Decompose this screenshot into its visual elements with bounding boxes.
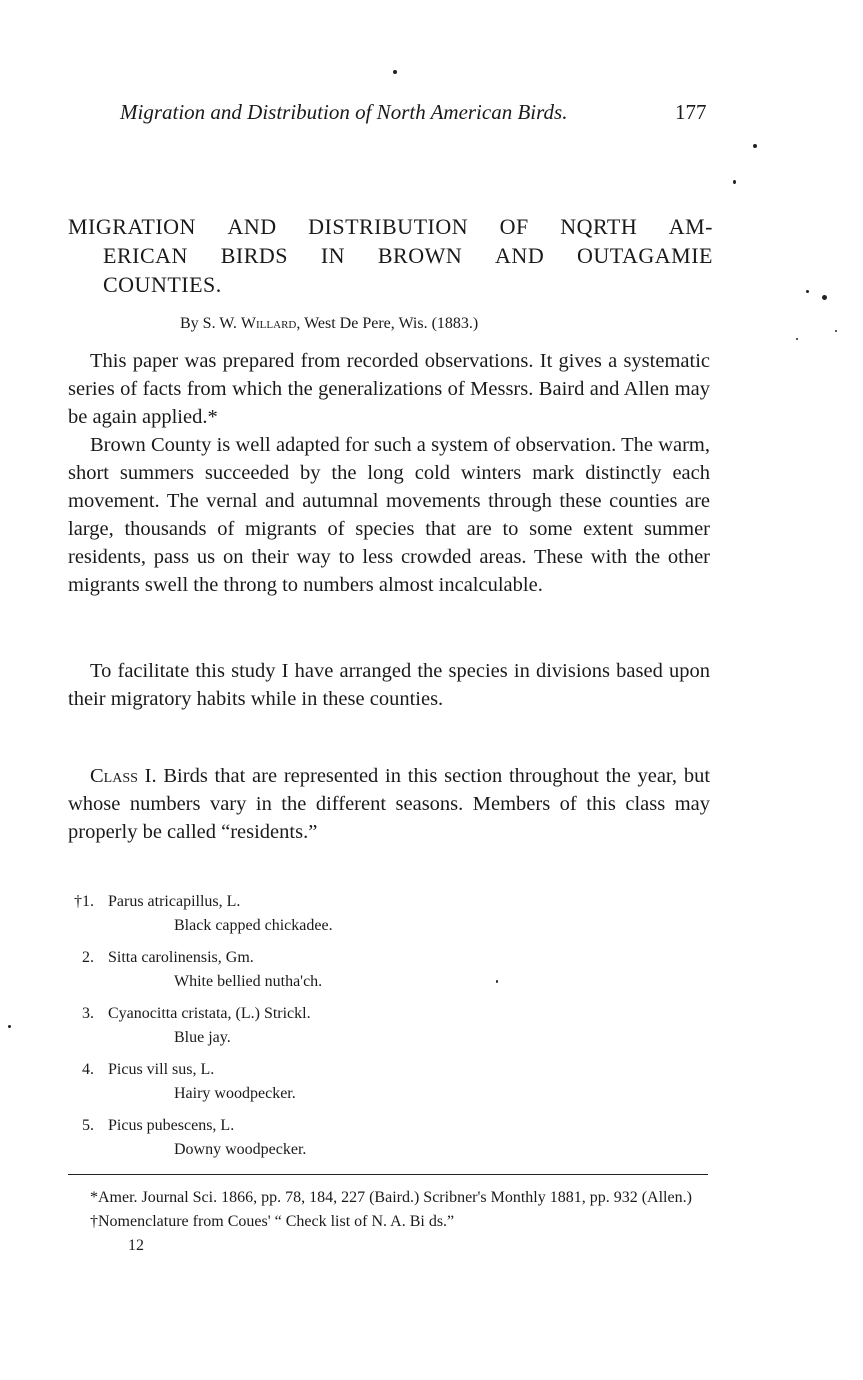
scan-speck bbox=[496, 980, 498, 983]
species-scientific-name: Cyanocitta cristata, (L.) Strickl. bbox=[108, 1005, 311, 1022]
class-text: Birds that are represented in this section throughout the year, but whose numbers vary in the different seasons. Members of this class may properly be called “residents.” bbox=[68, 765, 711, 843]
scan-speck bbox=[733, 180, 736, 184]
footnote-rule bbox=[68, 1174, 708, 1175]
byline bbox=[180, 315, 478, 333]
footnote-nomenclature: †Nomenclature from Coues' “ Check list of N. A. Bi ds.” bbox=[90, 1213, 455, 1230]
species-number: 3. bbox=[82, 1005, 94, 1022]
species-number: †1. bbox=[74, 893, 94, 910]
title-word: BROWN bbox=[377, 243, 463, 268]
byline-author: Willard bbox=[240, 315, 297, 332]
title-word: COUNTIES. bbox=[103, 272, 222, 297]
running-head-title: Migration and Distribution of North American Birds. bbox=[120, 100, 568, 124]
title-word: AM- bbox=[668, 214, 713, 239]
title-word: AND bbox=[227, 214, 277, 239]
title-word: IN bbox=[320, 243, 346, 268]
species-common-name: White bellied nutha'ch. bbox=[174, 973, 323, 990]
footnotes bbox=[68, 1186, 708, 1258]
species-scientific-name: Picus vill sus, L. bbox=[108, 1061, 215, 1078]
paragraph-1 bbox=[68, 347, 710, 431]
class-label: Class I. bbox=[90, 765, 157, 787]
species-number: 4. bbox=[82, 1061, 94, 1078]
title-word: NQRTH bbox=[560, 214, 638, 239]
paragraph-text: This paper was prepared from recorded observations. It gives a systematic series of facts from which the generalizations of Messrs. Baird and Allen may be again applied.* bbox=[68, 350, 710, 428]
paragraph-text: To facilitate this study I have arranged the species in divisions based upon their migratory habits while in these counties. bbox=[68, 660, 710, 710]
species-scientific-name: Parus atricapillus, L. bbox=[108, 893, 241, 910]
running-head bbox=[120, 100, 720, 125]
byline-prefix: By S. W. bbox=[180, 315, 241, 332]
paragraph-2 bbox=[68, 431, 710, 599]
byline-suffix: , West De Pere, Wis. (1883.) bbox=[296, 315, 479, 332]
title-line-2 bbox=[68, 241, 713, 270]
scan-speck bbox=[8, 1025, 11, 1028]
scan-speck bbox=[806, 290, 809, 293]
signature-mark: 12 bbox=[128, 1237, 144, 1254]
species-scientific-name: Picus pubescens, L. bbox=[108, 1117, 235, 1134]
species-scientific-name: Sitta carolinensis, Gm. bbox=[108, 949, 254, 966]
title-word: AND bbox=[495, 243, 545, 268]
paragraph-3 bbox=[68, 657, 710, 713]
scan-speck bbox=[393, 70, 397, 74]
paragraph-text: Brown County is well adapted for such a system of observation. The warm, short summers succeeded by the long cold winters mark distinctly each movement. The vernal and autumnal movements through these counties are large, thousands of migrants of species that are to some extent summer residents, pass us on their way to less crowded areas. These with the other migrants swell the throng to numbers almost incalculable. bbox=[68, 434, 710, 596]
scan-speck bbox=[822, 295, 827, 300]
species-common-name: Black capped chickadee. bbox=[174, 917, 333, 934]
page-number: 177 bbox=[675, 100, 707, 124]
title-word: MIGRATION bbox=[68, 214, 196, 239]
title-line-1 bbox=[68, 212, 713, 241]
title-line-3 bbox=[68, 270, 713, 299]
title-word: OF bbox=[499, 214, 529, 239]
title-word: BIRDS bbox=[220, 243, 288, 268]
scan-speck bbox=[753, 144, 757, 148]
scan-speck bbox=[796, 338, 798, 340]
title-word: DISTRIBUTION bbox=[308, 214, 469, 239]
footnote-baird-allen: *Amer. Journal Sci. 1866, pp. 78, 184, 227 (Baird.) Scribner's Monthly 1881, pp. 932 (Allen.) bbox=[90, 1189, 692, 1206]
class-one-paragraph bbox=[68, 762, 710, 846]
scan-speck bbox=[835, 330, 837, 332]
species-common-name: Hairy woodpecker. bbox=[174, 1085, 296, 1102]
title-word: ERICAN bbox=[103, 243, 188, 268]
article-title bbox=[68, 212, 713, 299]
species-common-name: Downy woodpecker. bbox=[174, 1141, 307, 1158]
species-common-name: Blue jay. bbox=[174, 1029, 231, 1046]
title-word: OUTAGAMIE bbox=[577, 243, 713, 268]
paragraph-text bbox=[68, 762, 710, 846]
species-number: 2. bbox=[82, 949, 94, 966]
species-number: 5. bbox=[82, 1117, 94, 1134]
